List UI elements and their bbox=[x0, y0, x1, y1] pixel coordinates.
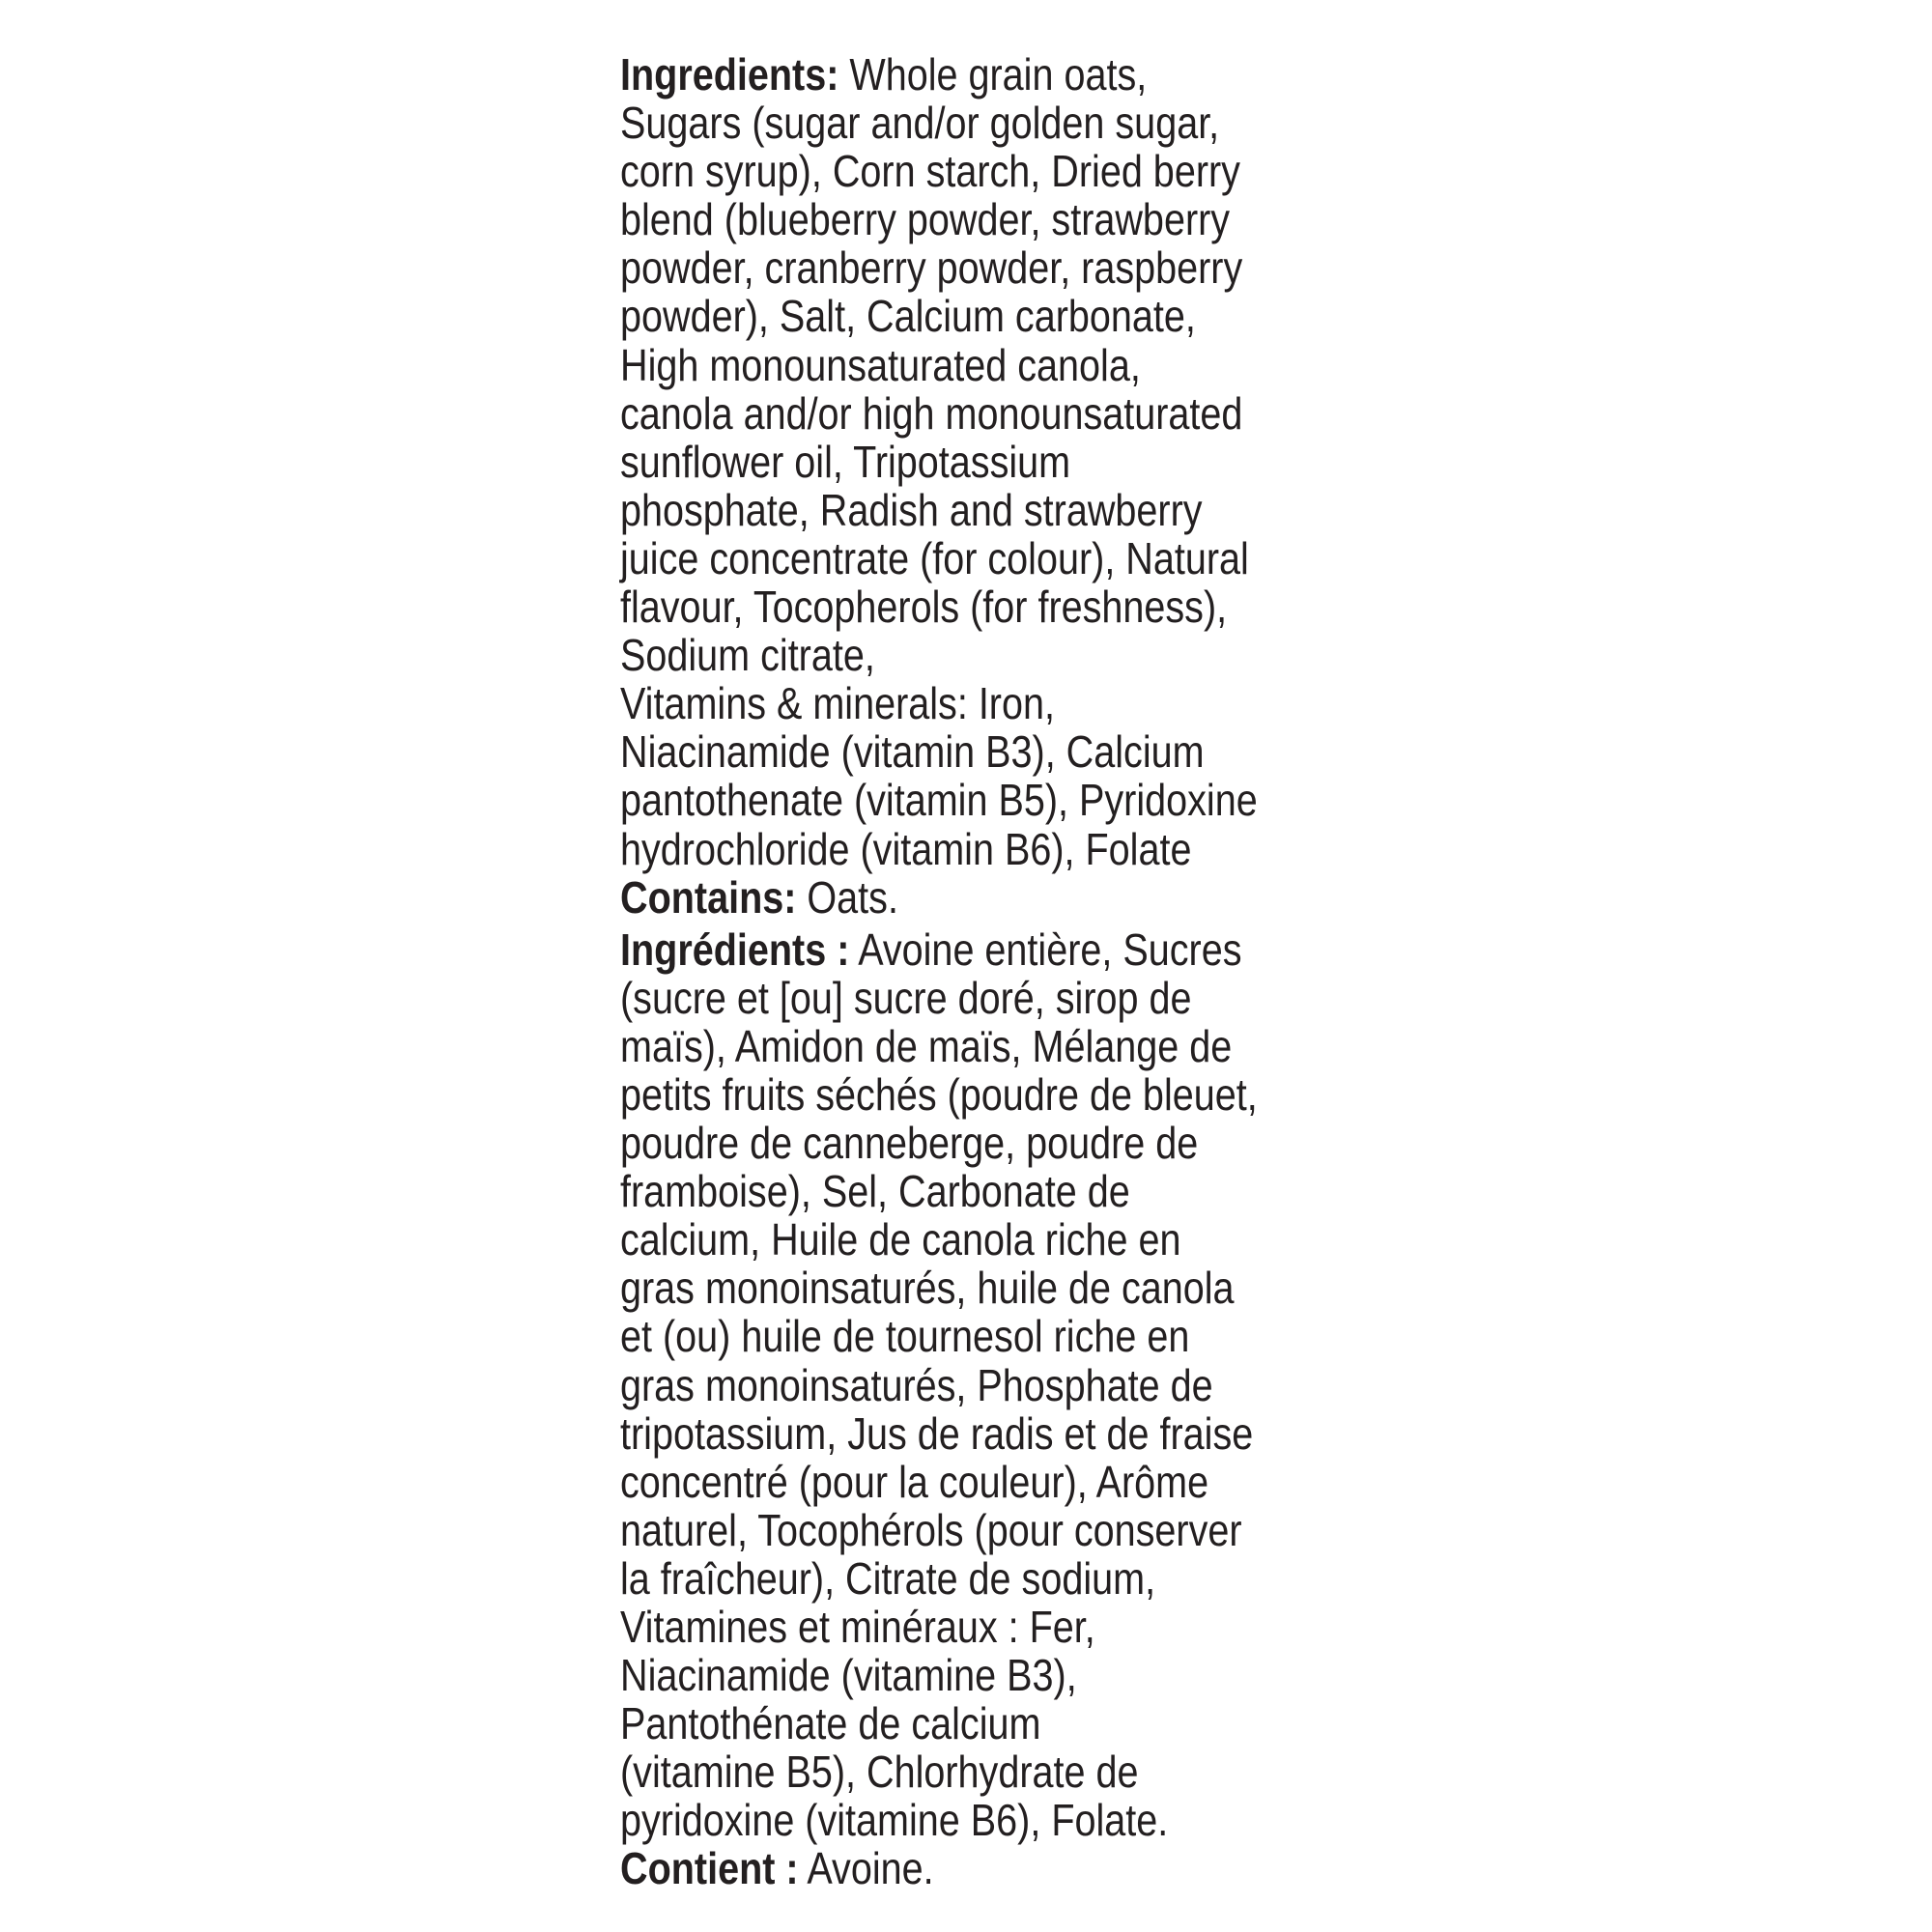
french-line-11: concentré (pour la couleur), Arôme bbox=[620, 1456, 1209, 1507]
english-line-7: canola and/or high monounsaturated bbox=[620, 387, 1243, 439]
french-line-14: Vitamines et minéraux : Fer, bbox=[620, 1602, 1095, 1652]
english-line-3: blend (blueberry powder, strawberry bbox=[620, 194, 1231, 245]
english-ingredients-heading: Ingredients: bbox=[620, 49, 839, 99]
french-line-8: et (ou) huile de tournesol riche en bbox=[620, 1311, 1190, 1362]
english-line-4: powder, cranberry powder, raspberry bbox=[620, 242, 1243, 294]
english-allergen-statement bbox=[620, 873, 1252, 922]
french-line-15: Niacinamide (vitamine B3), bbox=[620, 1650, 1077, 1701]
french-line-2: maïs), Amidon de maïs, Mélange de bbox=[620, 1020, 1233, 1071]
english-line-12: Sodium citrate, bbox=[620, 630, 875, 681]
english-line-0: Ingredients: Whole grain oats, bbox=[620, 49, 1148, 99]
english-line-9: phosphate, Radish and strawberry bbox=[620, 484, 1203, 535]
english-line-6: High monounsaturated canola, bbox=[620, 339, 1141, 390]
contains-value: Oats. bbox=[796, 871, 898, 923]
english-line-5: powder), Salt, Calcium carbonate, bbox=[620, 291, 1196, 342]
french-line-9: gras monoinsaturés, Phosphate de bbox=[620, 1359, 1213, 1410]
french-line-3: petits fruits séchés (poudre de bleuet, bbox=[620, 1068, 1258, 1120]
french-ingredients-heading: Ingrédients : bbox=[620, 923, 850, 975]
french-line-17: (vitamine B5), Chlorhydrate de bbox=[620, 1747, 1139, 1798]
english-line-2: corn syrup), Corn starch, Dried berry bbox=[620, 146, 1240, 197]
contient-value: Avoine. bbox=[798, 1843, 934, 1894]
english-ingredients bbox=[620, 50, 1354, 922]
french-line-4: poudre de canneberge, poudre de bbox=[620, 1118, 1199, 1169]
french-line-16: Pantothénate de calcium bbox=[620, 1698, 1041, 1749]
english-line-1: Sugars (sugar and/or golden sugar, bbox=[620, 98, 1220, 149]
french-line-12: naturel, Tocophérols (pour conserver bbox=[620, 1504, 1242, 1555]
french-line-0: Ingrédients : Avoine entière, Sucres bbox=[620, 923, 1242, 975]
ingredients-panel bbox=[620, 50, 1354, 1893]
french-line-13: la fraîcheur), Citrate de sodium, bbox=[620, 1552, 1156, 1604]
french-line-5: framboise), Sel, Carbonate de bbox=[620, 1166, 1130, 1217]
french-allergen-statement bbox=[620, 1844, 1252, 1892]
french-line-18: pyridoxine (vitamine B6), Folate. bbox=[620, 1795, 1169, 1846]
contient-label: Contient : bbox=[620, 1843, 799, 1894]
french-line-7: gras monoinsaturés, huile de canola bbox=[620, 1263, 1235, 1314]
english-line-14: Niacinamide (vitamin B3), Calcium bbox=[620, 726, 1205, 778]
english-line-11: flavour, Tocopherols (for freshness), bbox=[620, 582, 1228, 633]
french-line-10: tripotassium, Jus de radis et de fraise bbox=[620, 1407, 1254, 1459]
french-line-6: calcium, Huile de canola riche en bbox=[620, 1214, 1181, 1265]
contains-label: Contains: bbox=[620, 871, 797, 923]
english-line-15: pantothenate (vitamin B5), Pyridoxine bbox=[620, 775, 1258, 826]
english-line-8: sunflower oil, Tripotassium bbox=[620, 436, 1071, 487]
english-line-13: Vitamins & minerals: Iron, bbox=[620, 678, 1055, 729]
french-ingredients bbox=[620, 925, 1354, 1893]
english-line-10: juice concentrate (for colour), Natural bbox=[620, 532, 1249, 583]
english-line-16: hydrochloride (vitamin B6), Folate bbox=[620, 823, 1192, 874]
french-line-1: (sucre et [ou] sucre doré, sirop de bbox=[620, 972, 1192, 1023]
